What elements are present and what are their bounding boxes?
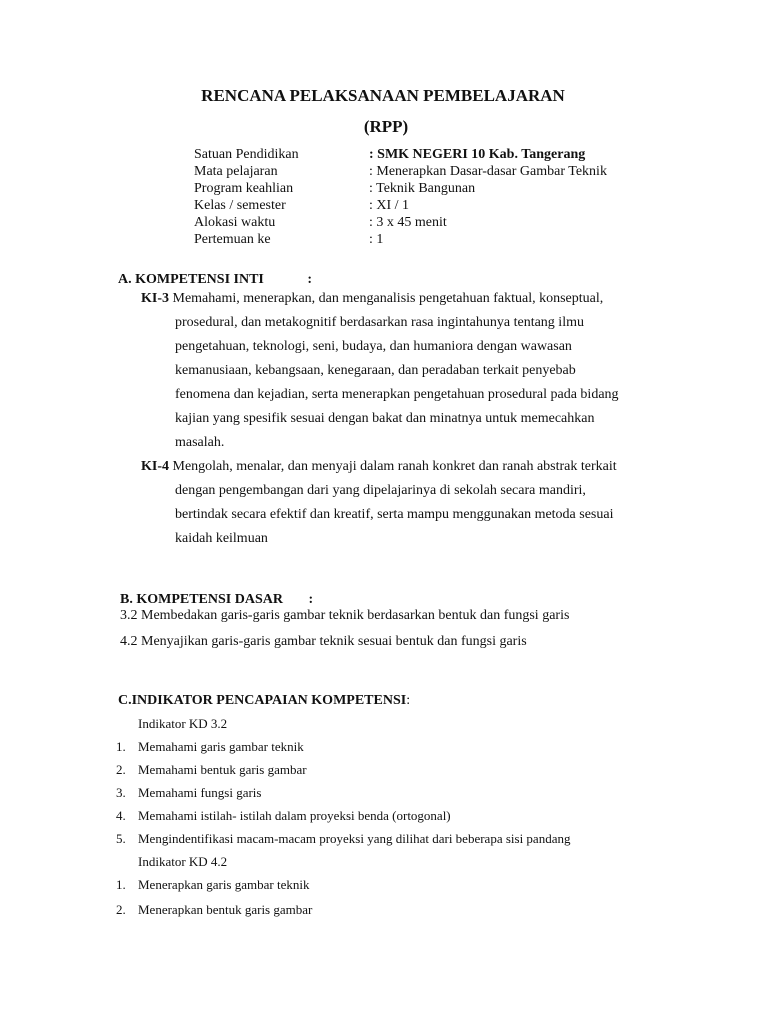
- identity-label: Program keahlian: [194, 181, 294, 196]
- list-item-number: 4.: [116, 808, 126, 823]
- section-a-title: A. KOMPETENSI INTI: [118, 272, 264, 287]
- ki3-line: kemanusiaan, kebangsaan, kenegaraan, dan peradaban terkait penyebab: [175, 363, 576, 378]
- list-item-text: Memahami fungsi garis: [138, 785, 262, 800]
- identity-label: Alokasi waktu: [194, 215, 276, 230]
- list-item: [116, 739, 304, 755]
- list-item-text: Memahami bentuk garis gambar: [138, 762, 307, 777]
- identity-value: : 3 x 45 menit: [369, 215, 447, 230]
- identity-value: : Menerapkan Dasar-dasar Gambar Teknik: [369, 164, 607, 179]
- identity-label: Pertemuan ke: [194, 232, 271, 247]
- identity-label: Kelas / semester: [194, 198, 286, 213]
- list-item: [116, 785, 261, 801]
- list-item-number: 2.: [116, 762, 126, 777]
- identity-table: [194, 146, 607, 248]
- section-b-colon: :: [308, 592, 314, 607]
- ki3-paragraph: [141, 287, 676, 455]
- ki4-paragraph: [141, 455, 676, 551]
- kd-item: 3.2 Membedakan garis-garis gambar teknik berdasarkan bentuk dan fungsi garis: [120, 608, 570, 623]
- ki3-line: fenomena dan kejadian, serta menerapkan pengetahuan prosedural pada bidang: [175, 387, 619, 402]
- identity-value: : XI / 1: [369, 198, 410, 213]
- identity-value: : Teknik Bangunan: [369, 181, 476, 196]
- section-a-colon: :: [307, 272, 313, 287]
- identity-row: [194, 146, 607, 163]
- ki4-line: kaidah keilmuan: [175, 531, 268, 546]
- list-item: [116, 808, 451, 824]
- list-item-number: 3.: [116, 785, 126, 800]
- section-b-title: B. KOMPETENSI DASAR: [120, 592, 283, 607]
- list-item-text: Menerapkan garis gambar teknik: [138, 877, 310, 892]
- identity-row: [194, 214, 607, 231]
- list-item-text: Memahami garis gambar teknik: [138, 739, 304, 754]
- section-c-title: C.INDIKATOR PENCAPAIAN KOMPETENSI: [118, 693, 407, 708]
- list-item-number: 1.: [116, 877, 126, 892]
- identity-row: [194, 231, 607, 248]
- identity-label: Satuan Pendidikan: [194, 147, 299, 162]
- list-item-number: 1.: [116, 739, 126, 754]
- ki3-line: [141, 287, 676, 311]
- list-item-text: Mengindentifikasi macam-macam proyeksi yang dilihat dari beberapa sisi pandang: [138, 831, 571, 846]
- list-item-text: Menerapkan bentuk garis gambar: [138, 902, 313, 917]
- list-item-number: 5.: [116, 831, 126, 846]
- ki3-text: Memahami, menerapkan, dan menganalisis pengetahuan faktual, konseptual,: [169, 291, 604, 306]
- list-item: [116, 831, 570, 847]
- ki4-code: KI-4: [141, 459, 169, 474]
- document-title: RENCANA PELAKSANAAN PEMBELAJARAN: [201, 86, 565, 105]
- section-b-heading: [120, 591, 313, 608]
- list-item-text: Memahami istilah- istilah dalam proyeksi benda (ortogonal): [138, 808, 451, 823]
- ki3-line: pengetahuan, teknologi, seni, budaya, dan humaniora dengan wawasan: [175, 339, 572, 354]
- list-item: [116, 877, 309, 893]
- indicator-kd32-label: Indikator KD 3.2: [138, 716, 228, 731]
- kd-item: 4.2 Menyajikan garis-garis gambar teknik sesuai bentuk dan fungsi garis: [120, 634, 527, 649]
- identity-label: Mata pelajaran: [194, 164, 278, 179]
- ki4-line: bertindak secara efektif dan kreatif, serta mampu menggunakan metoda sesuai: [175, 507, 614, 522]
- ki3-line: prosedural, dan metakognitif berdasarkan rasa ingintahunya tentang ilmu: [175, 315, 584, 330]
- identity-row: [194, 180, 607, 197]
- ki3-code: KI-3: [141, 291, 169, 306]
- ki4-line: dengan pengembangan dari yang dipelajarinya di sekolah secara mandiri,: [175, 483, 586, 498]
- list-item: [116, 762, 307, 778]
- section-c-colon: :: [406, 693, 411, 708]
- section-c-heading: [118, 692, 410, 709]
- identity-value: : 1: [369, 232, 384, 247]
- document-subtitle: (RPP): [363, 117, 409, 136]
- identity-value: : SMK NEGERI 10 Kab. Tangerang: [369, 147, 586, 162]
- identity-row: [194, 163, 607, 180]
- ki4-line: [141, 455, 676, 479]
- identity-row: [194, 197, 607, 214]
- list-item: [116, 902, 312, 918]
- ki3-line: masalah.: [175, 435, 225, 450]
- ki3-line: kajian yang spesifik sesuai dengan bakat dan minatnya untuk memecahkan: [175, 411, 595, 426]
- ki4-text: Mengolah, menalar, dan menyaji dalam ranah konkret dan ranah abstrak terkait: [169, 459, 617, 474]
- indicator-kd42-label: Indikator KD 4.2: [138, 854, 228, 869]
- section-a-heading: [118, 271, 312, 288]
- list-item-number: 2.: [116, 902, 126, 917]
